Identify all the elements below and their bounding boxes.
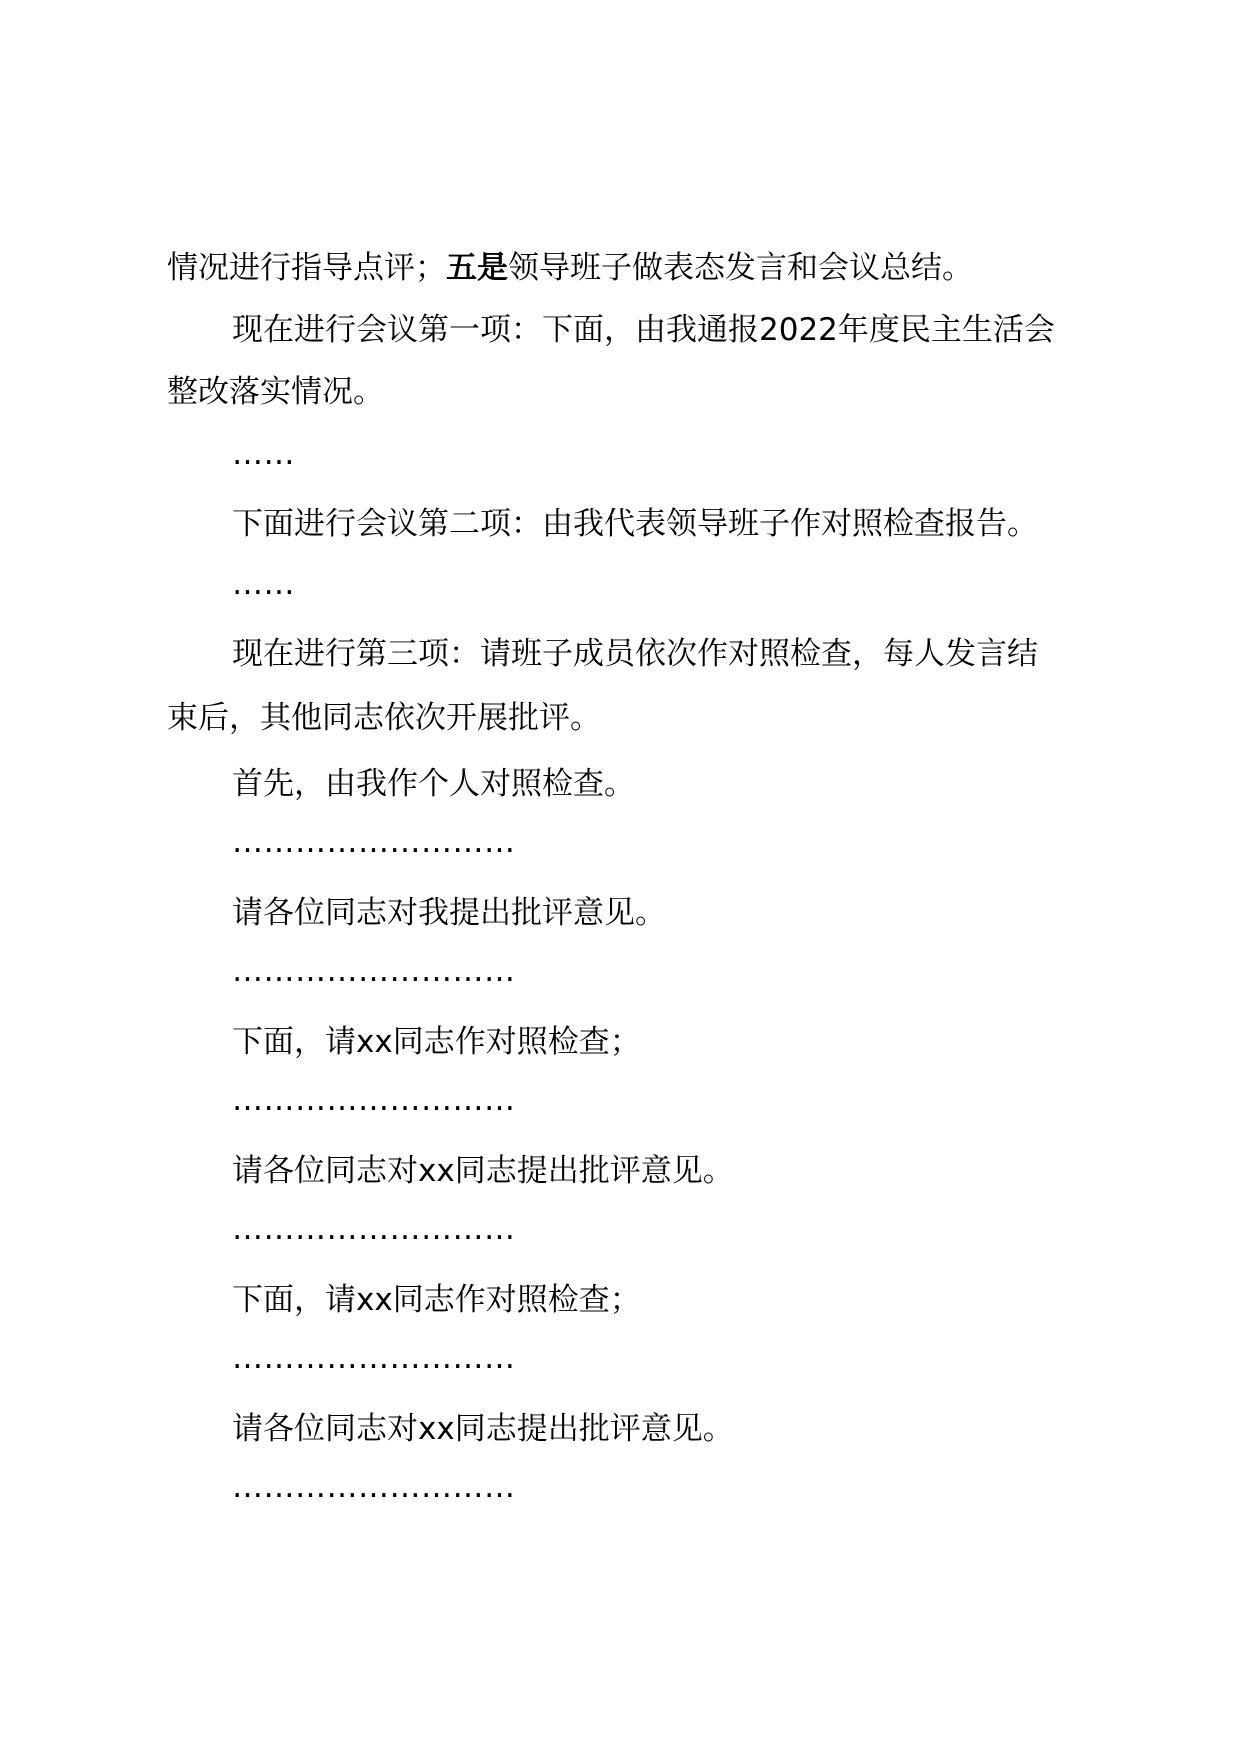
dotted-placeholder: ……………………… [232, 1340, 516, 1376]
dotted-placeholder: ……………………… [232, 1469, 516, 1505]
dotted-placeholder: ……………………… [232, 1082, 516, 1118]
paragraph-item-two: 下面进行会议第二项：由我代表领导班子作对照检查报告。 [232, 506, 1038, 542]
paragraph-member-review: 下面，请xx同志作对照检查； [232, 1282, 641, 1318]
paragraph-self-review: 首先，由我作个人对照检查。 [232, 766, 635, 802]
paragraph-agenda-summary [167, 248, 973, 288]
text-run: 情况进行指导点评； [167, 250, 446, 286]
paragraph-member-criticism: 请各位同志对xx同志提出批评意见。 [232, 1153, 734, 1189]
bold-text-run: 五是 [446, 250, 508, 286]
paragraph-item-one-line2: 整改落实情况。 [167, 374, 384, 410]
dotted-placeholder: ……………………… [232, 824, 516, 860]
dotted-placeholder: ……………………… [232, 953, 516, 989]
paragraph-item-three-line1: 现在进行第三项：请班子成员依次作对照检查，每人发言结 [232, 636, 1038, 672]
paragraph-item-one-line1: 现在进行会议第一项：下面，由我通报2022年度民主生活会 [232, 312, 1055, 348]
ellipsis: …… [232, 436, 295, 472]
paragraph-member-criticism: 请各位同志对xx同志提出批评意见。 [232, 1411, 734, 1447]
paragraph-member-review: 下面，请xx同志作对照检查； [232, 1024, 641, 1060]
text-run: 领导班子做表态发言和会议总结。 [508, 250, 973, 286]
paragraph-item-three-line2: 束后，其他同志依次开展批评。 [167, 700, 601, 736]
paragraph-request-criticism: 请各位同志对我提出批评意见。 [232, 895, 666, 931]
ellipsis: …… [232, 566, 295, 602]
dotted-placeholder: ……………………… [232, 1211, 516, 1247]
